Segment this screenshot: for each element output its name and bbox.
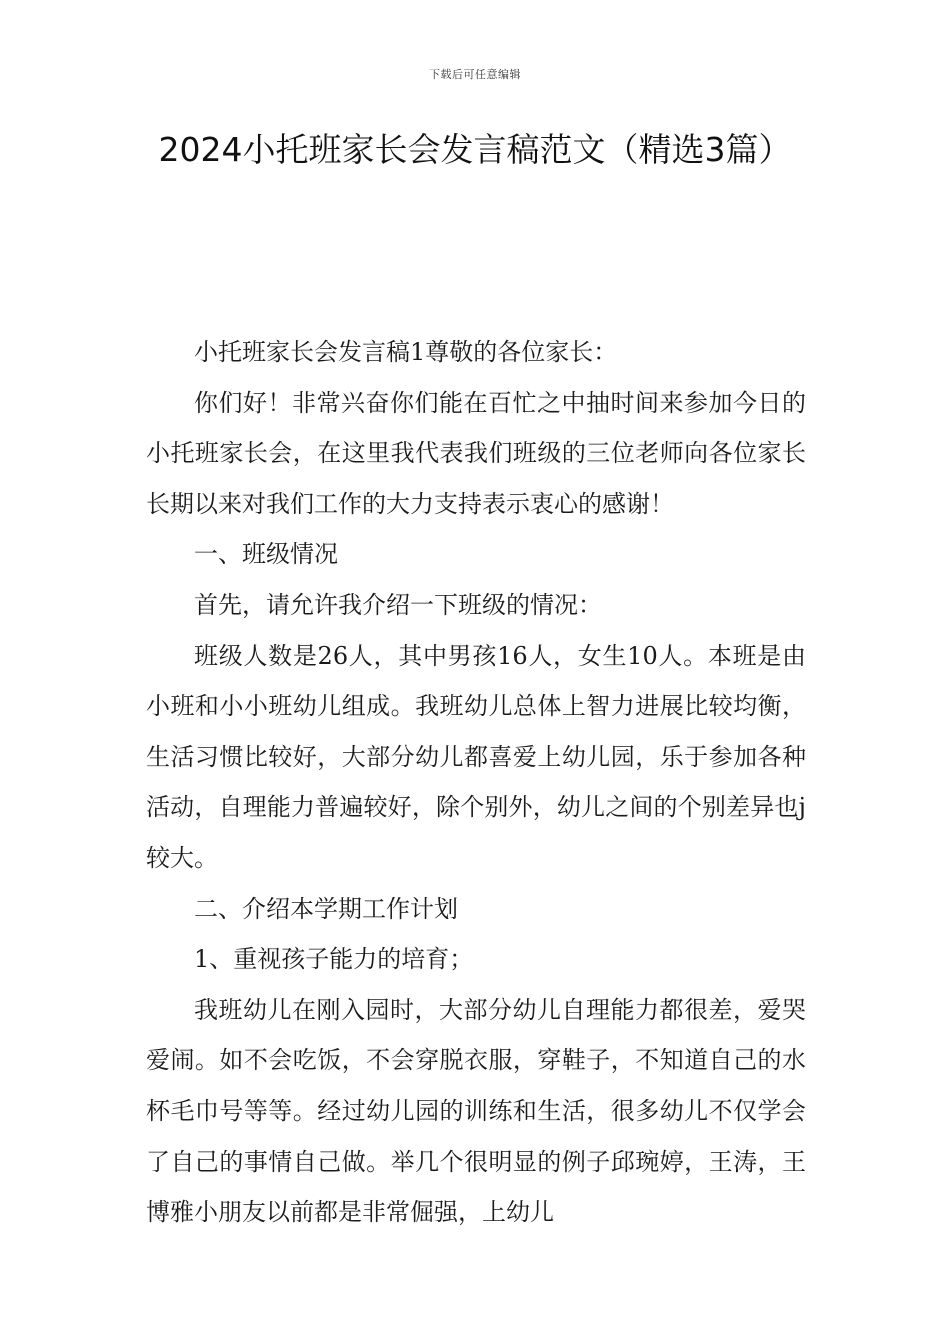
paragraph: 首先，请允许我介绍一下班级的情况： (194, 590, 602, 619)
header-note: 下载后可任意编辑 (429, 68, 521, 81)
section-heading: 一、班级情况 (194, 540, 338, 569)
paragraph: 我班幼儿在刚入园时，大部分幼儿自理能力都很差，爱哭爱闹。如不会吃饭，不会穿脱衣服，穿鞋子，不知道自己的水杯毛巾号等等。经过幼儿园的训练和生活，很多幼儿不仅学会了自己的事情自己做。举几个很明显的例子邱琬婷，王涛，王博雅小朋友以前都是非常倔强，上幼儿 (146, 995, 806, 1227)
document-body (146, 327, 806, 1238)
subsection-heading: 1、重视孩子能力的培育； (194, 945, 474, 974)
paragraph: 班级人数是26人，其中男孩16人，女生10人。本班是由小班和小小班幼儿组成。我班幼儿总体上智力进展比较均衡，生活习惯比较好，大部分幼儿都喜爱上幼儿园，乐于参加各种活动，自理能力普遍较好，除个别外，幼儿之间的个别差异也j较大。 (146, 641, 806, 872)
paragraph: 你们好！非常兴奋你们能在百忙之中抽时间来参加今日的小托班家长会，在这里我代表我们班级的三位老师向各位家长长期以来对我们工作的大力支持表示衷心的感谢！ (146, 388, 806, 518)
paragraph: 小托班家长会发言稿1尊敬的各位家长： (194, 338, 618, 366)
section-heading: 二、介绍本学期工作计划 (194, 894, 458, 923)
document-title: 2024小托班家长会发言稿范文（精选3篇） (158, 130, 792, 169)
